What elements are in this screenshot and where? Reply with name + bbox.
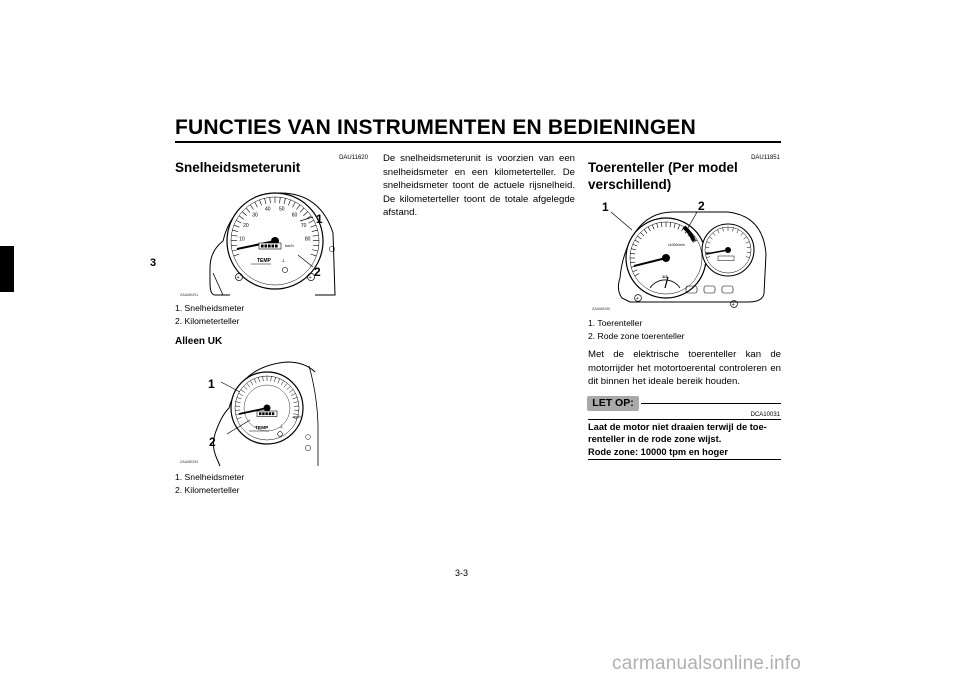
watermark: carmanualsonline.info [612, 653, 802, 674]
caption-list [175, 471, 244, 496]
caption-item: 2. Kilometerteller [175, 315, 240, 326]
figure-id: ZAUM0290 [592, 307, 611, 311]
warning-line: Rode zone: 10000 tpm en hoger [588, 446, 728, 457]
section-heading-line: Toerenteller (Per model [588, 160, 738, 175]
callout-2: 2 [698, 199, 705, 213]
speedometer-figure [175, 183, 375, 303]
caption-item: 1. Toerenteller [588, 318, 643, 328]
warning-line: renteller in de rode zone wijst. [588, 434, 722, 445]
chapter-number: 3 [150, 257, 157, 269]
svg-text:+: + [308, 275, 312, 281]
needle-hub [662, 254, 670, 262]
speed-scale-label: 70 [300, 223, 307, 230]
speed-scale-label: 60 [291, 212, 298, 219]
odometer-display [718, 256, 734, 261]
needle-hub [264, 405, 271, 412]
figure-id: ZAUM0291 [180, 293, 199, 297]
callout-2: 2 [314, 265, 321, 279]
svg-text:+: + [731, 302, 735, 308]
section-heading-line: verschillend) [588, 177, 672, 192]
speed-scale-label: 80 [304, 236, 311, 243]
speed-scale-label: 50 [278, 206, 285, 213]
unit-label: x1000r/min [668, 243, 685, 247]
speed-scale-label: 10 [239, 236, 245, 243]
caption-item: 1. Snelheidsmeter [175, 472, 245, 482]
body-paragraph: De snelheidsmeterunit is voorzien van een snelheidsmeter en een kilometerteller. De snelheidsmeter toont de actuele rijsnelheid. De kilometerteller toont de totale afgelegde afstand. [383, 153, 575, 219]
warning-text [588, 421, 782, 458]
speed-scale-label: 40 [265, 206, 271, 213]
callout-1: 1 [316, 212, 323, 226]
temp-label: TEMP [255, 426, 269, 431]
section-code: DAU11620 [339, 155, 368, 161]
unit-label: km/h [285, 243, 294, 248]
svg-text:+: + [236, 275, 240, 281]
section-heading: Snelheidsmeterunit [175, 160, 301, 175]
body-paragraph: Met de elektrische toerenteller kan de motorrijder het motortoerental controleren en dit binnen het ideale bereik houden. [588, 349, 781, 388]
section-code: DAU11851 [751, 155, 780, 161]
svg-text:⊥: ⊥ [279, 425, 284, 430]
chapter-tab [0, 246, 14, 292]
speed-scale-label: 20 [243, 223, 249, 230]
note-label: LET OP: [587, 396, 639, 411]
page-title: FUNCTIES VAN INSTRUMENTEN EN BEDIENINGEN [175, 116, 696, 139]
callout-2: 2 [209, 435, 216, 449]
figure-id: ZAUM0294 [180, 460, 199, 464]
caution-code: DCA10031 [750, 412, 780, 418]
subheading-uk: Alleen UK [175, 336, 223, 347]
svg-text:⊥: ⊥ [281, 258, 286, 264]
caption-item: 2. Kilometerteller [175, 484, 240, 495]
caption-item: 2. Rode zone toerenteller [588, 330, 685, 341]
callout-1: 1 [602, 200, 609, 214]
page-number: 3-3 [455, 568, 469, 578]
caption-list [175, 302, 244, 327]
indicator-light [722, 286, 733, 293]
caption-item: 1. Snelheidsmeter [175, 303, 245, 313]
title-rule [175, 141, 781, 143]
warning-line: Laat de motor niet draaien terwijl de toe- [588, 422, 767, 432]
callout-1: 1 [208, 377, 215, 391]
caption-list [588, 317, 685, 342]
temp-label: TEMP [257, 258, 271, 264]
svg-text:1/2: 1/2 [662, 274, 668, 279]
housing-edge [213, 273, 223, 295]
warning-top-rule [588, 419, 781, 420]
indicator-light [704, 286, 715, 293]
svg-text:+: + [635, 296, 639, 302]
section-heading [588, 159, 738, 193]
speed-scale-label: 30 [252, 212, 258, 219]
warning-bottom-rule [588, 459, 781, 460]
tachometer-figure [588, 194, 782, 314]
speedometer-uk-figure [175, 354, 375, 469]
note-rule [641, 403, 781, 404]
unit-label: mph [293, 414, 301, 419]
